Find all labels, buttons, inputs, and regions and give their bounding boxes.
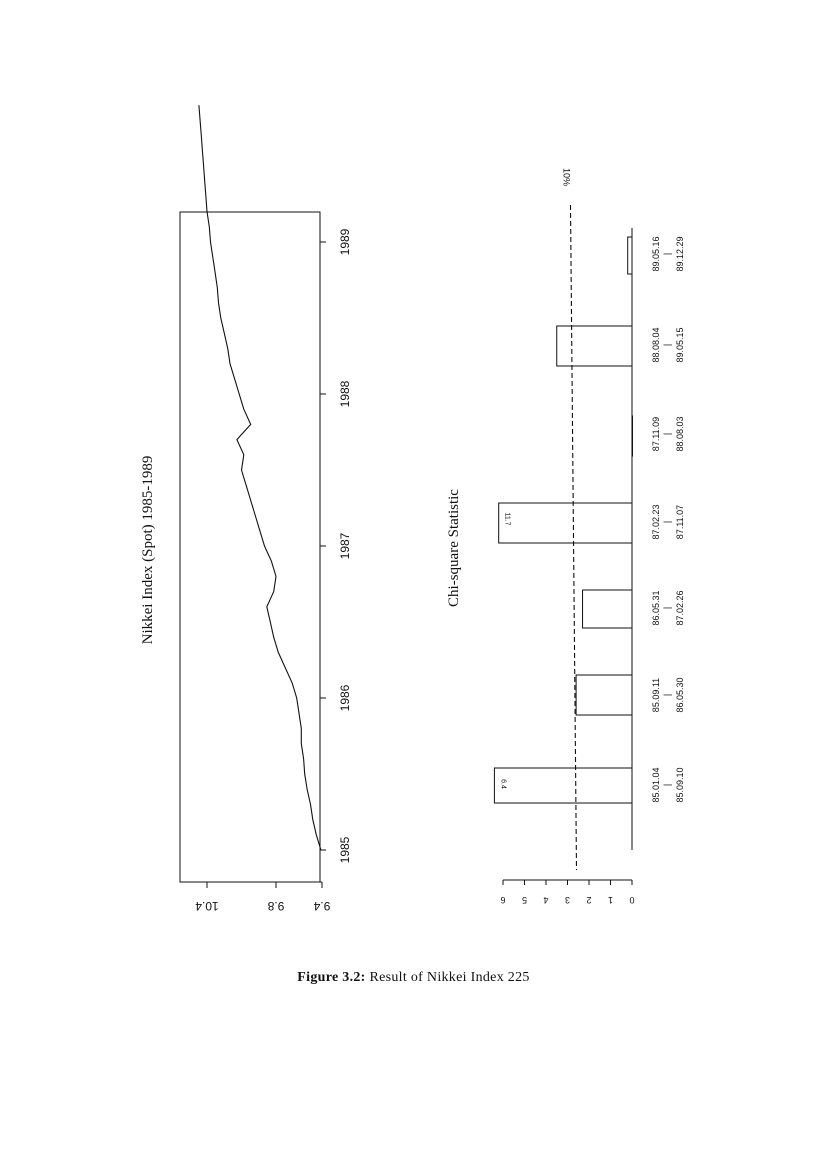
chi-square-y-tick-label: 1	[607, 895, 614, 905]
chi-square-bar	[628, 237, 632, 274]
period-label-start: 87.11.09	[651, 416, 661, 452]
period-label-end: 85.09.10	[675, 767, 685, 803]
figure-caption	[0, 970, 827, 986]
chi-square-bar-label: 6.4	[499, 779, 507, 789]
nikkei-line-chart	[140, 105, 352, 913]
nikkei-line	[199, 105, 321, 850]
period-label-start: 85.09.11	[651, 677, 661, 713]
chi-square-threshold	[562, 168, 577, 870]
nikkei-x-tick-label: 1989	[338, 228, 352, 256]
period-label-sep: |	[662, 606, 672, 610]
chi-square-bar	[494, 768, 632, 803]
chi-square-y-tick-label: 4	[543, 895, 549, 905]
chi-square-bar	[583, 590, 632, 628]
period-label-sep: |	[662, 783, 672, 787]
chi-square-y-tick-label: 5	[521, 895, 528, 905]
nikkei-x-tick-label: 1986	[338, 684, 352, 712]
chi-square-y-tick-label: 3	[564, 895, 571, 905]
threshold-line	[571, 205, 577, 870]
period-label-sep: |	[662, 343, 672, 347]
period-label-sep: |	[662, 252, 672, 256]
nikkei-chart-title: Nikkei Index (Spot) 1985-1989	[140, 455, 156, 645]
period-label-end: 89.05.15	[675, 327, 685, 363]
nikkei-x-tick-label: 1987	[338, 532, 352, 560]
period-label-end: 87.02.26	[675, 590, 685, 626]
chi-square-period-labels	[651, 236, 685, 802]
period-label-end: 89.12.29	[675, 236, 685, 272]
chi-square-bar	[499, 503, 632, 543]
threshold-label: 10%	[561, 167, 572, 187]
period-label-sep: |	[662, 432, 672, 436]
chi-square-bar	[576, 675, 632, 715]
chi-square-chart-title: Chi-square Statistic	[446, 489, 462, 607]
nikkei-y-axis	[190, 882, 330, 913]
nikkei-x-tick-label: 1985	[338, 836, 352, 864]
period-label-sep: |	[662, 693, 672, 697]
figure-caption-label: Figure 3.2:	[297, 970, 366, 985]
chi-square-y-axis	[500, 880, 634, 905]
nikkei-x-tick-label: 1988	[338, 380, 352, 408]
chi-square-bar	[632, 416, 633, 456]
nikkei-plot-frame	[180, 212, 320, 882]
chi-square-bars	[494, 237, 632, 803]
nikkei-x-axis	[320, 228, 352, 863]
nikkei-y-tick-label: 10.4	[195, 899, 219, 913]
nikkei-y-tick-label: 9.4	[313, 899, 331, 913]
period-label-start: 89.05.16	[651, 236, 661, 272]
chi-square-bar-label: 11.7	[503, 512, 511, 526]
chi-square-y-tick-label: 6	[500, 895, 506, 905]
chi-square-bar	[557, 326, 632, 366]
period-label-end: 88.08.03	[675, 416, 685, 452]
period-label-start: 85.01.04	[651, 767, 661, 803]
period-label-end: 86.05.30	[675, 677, 685, 713]
period-label-start: 88.08.04	[651, 327, 661, 363]
chi-square-bar-chart	[446, 168, 685, 905]
nikkei-series	[199, 105, 321, 850]
nikkei-y-tick-label: 9.8	[267, 899, 285, 913]
chi-square-y-tick-label: 0	[629, 895, 635, 905]
period-label-start: 86.05.31	[651, 590, 661, 626]
period-label-sep: |	[662, 520, 672, 524]
period-label-start: 87.02.23	[651, 504, 661, 540]
period-label-end: 87.11.07	[675, 504, 685, 540]
chi-square-y-tick-label: 2	[586, 895, 592, 905]
figure-caption-text: Result of Nikkei Index 225	[369, 970, 530, 985]
